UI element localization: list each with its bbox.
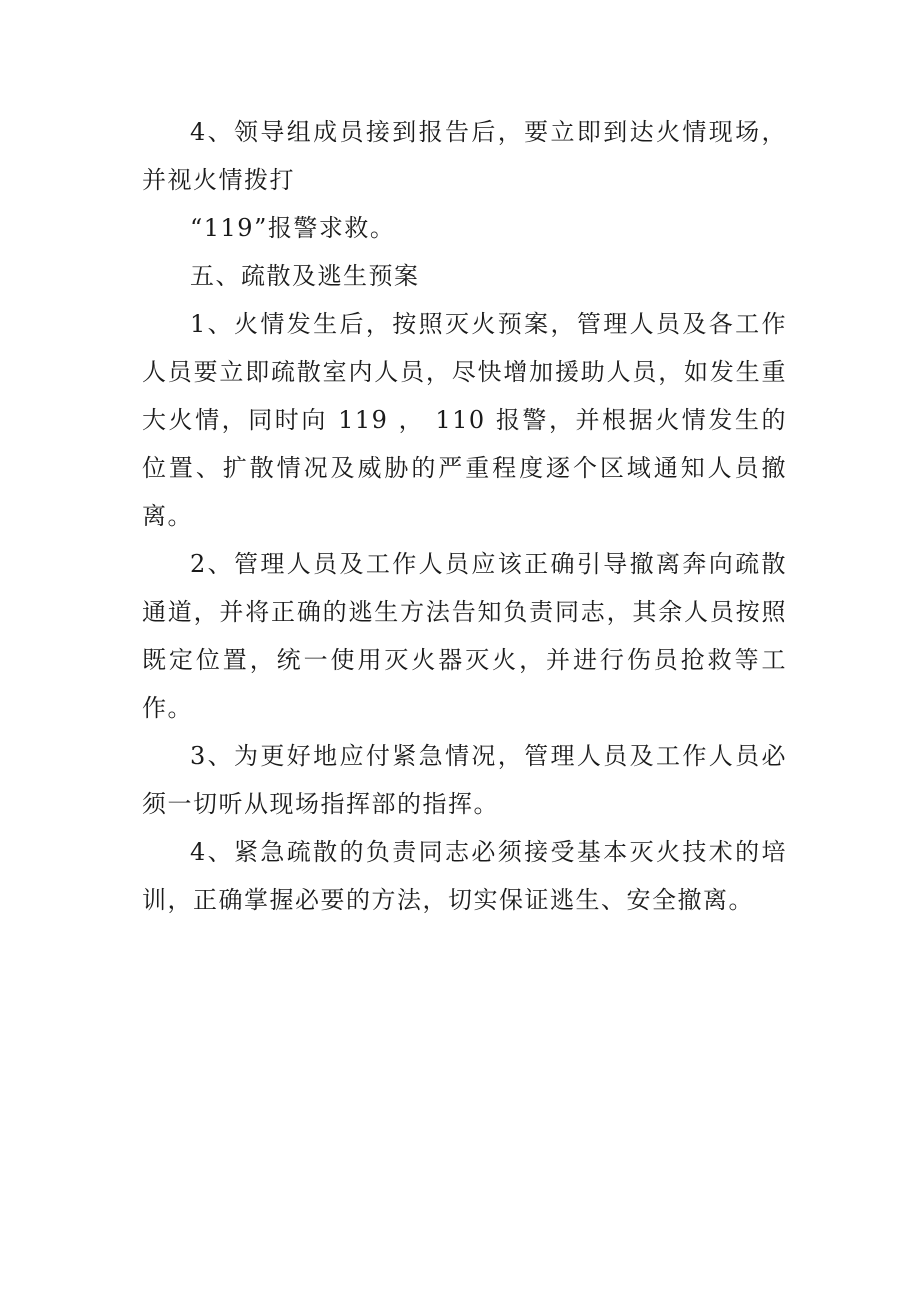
- document-body: [142, 108, 787, 924]
- paragraph-3: 1、火情发生后，按照灭火预案，管理人员及各工作人员要立即疏散室内人员，尽快增加援助人员，如发生重大火情，同时向 119 ， 110 报警，并根据火情发生的位置、扩散情况及威胁的严重程度逐个区域通知人员撤离。: [142, 310, 787, 530]
- paragraph-5: 3、为更好地应付紧急情况，管理人员及工作人员必须一切听从现场指挥部的指挥。: [142, 742, 787, 818]
- paragraph-6: 4、紧急疏散的负责同志必须接受基本灭火技术的培训，正确掌握必要的方法，切实保证逃生、安全撤离。: [142, 838, 787, 914]
- paragraph-1: 4、领导组成员接到报告后，要立即到达火情现场，并视火情拨打: [142, 118, 787, 194]
- paragraph-4: 2、管理人员及工作人员应该正确引导撤离奔向疏散通道，并将正确的逃生方法告知负责同志，其余人员按照既定位置，统一使用灭火器灭火，并进行伤员抢救等工作。: [142, 550, 787, 722]
- section-heading: 五、疏散及逃生预案: [190, 262, 420, 290]
- paragraph-2: “119”报警求救。: [190, 214, 396, 242]
